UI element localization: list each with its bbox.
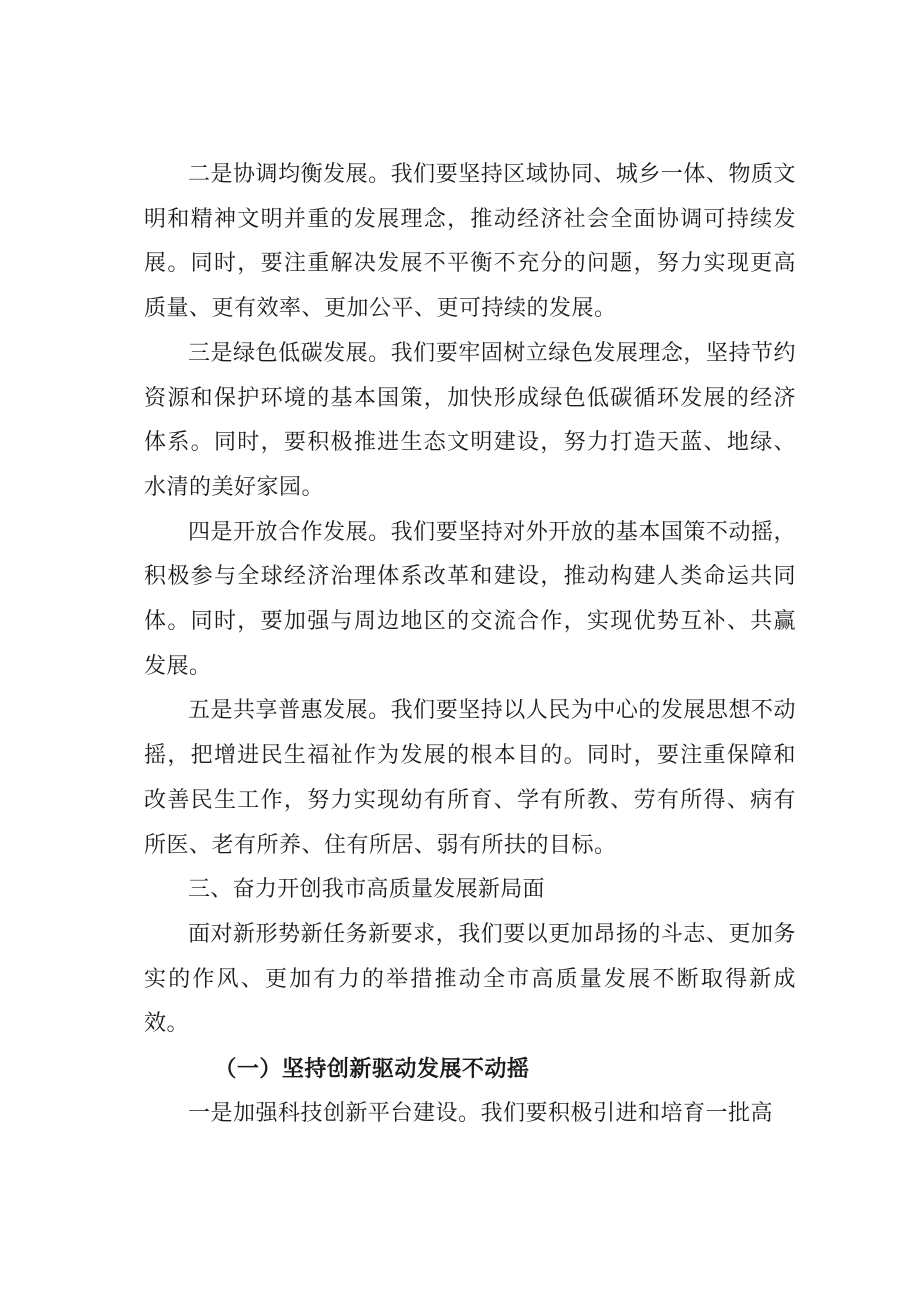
document-body <box>144 153 796 1136</box>
paragraph-coordinated-development: 二是协调均衡发展。我们要坚持区域协同、城乡一体、物质文明和精神文明并重的发展理念，推动经济社会全面协调可持续发展。同时，要注重解决发展不平衡不充分的问题，努力实现更高质量、更有效率、更加公平、更可持续的发展。 <box>144 162 796 322</box>
section-intro-paragraph: 面对新形势新任务新要求，我们要以更加昂扬的斗志、更加务实的作风、更加有力的举措推动全市高质量发展不断取得新成效。 <box>144 921 796 1037</box>
section-heading: 三、奋力开创我市高质量发展新局面 <box>188 877 545 903</box>
paragraph-innovation-platform: 一是加强科技创新平台建设。我们要积极引进和培育一批高 <box>188 1100 774 1126</box>
paragraph-green-development: 三是绿色低碳发展。我们要牢固树立绿色发展理念，坚持节约资源和保护环境的基本国策，加快形成绿色低碳循环发展的经济体系。同时，要积极推进生态文明建设，努力打造天蓝、地绿、水清的美好家园。 <box>144 340 796 500</box>
paragraph-shared-development: 五是共享普惠发展。我们要坚持以人民为中心的发展思想不动摇，把增进民生福祉作为发展的根本目的。同时，要注重保障和改善民生工作，努力实现幼有所育、学有所教、劳有所得、病有所医、老有所养、住有所居、弱有所扶的目标。 <box>144 698 796 858</box>
subsection-heading: （一）坚持创新驱动发展不动摇 <box>214 1056 530 1083</box>
paragraph-open-development: 四是开放合作发展。我们要坚持对外开放的基本国策不动摇，积极参与全球经济治理体系改革和建设，推动构建人类命运共同体。同时，要加强与周边地区的交流合作，实现优势互补、共赢发展。 <box>144 519 796 679</box>
